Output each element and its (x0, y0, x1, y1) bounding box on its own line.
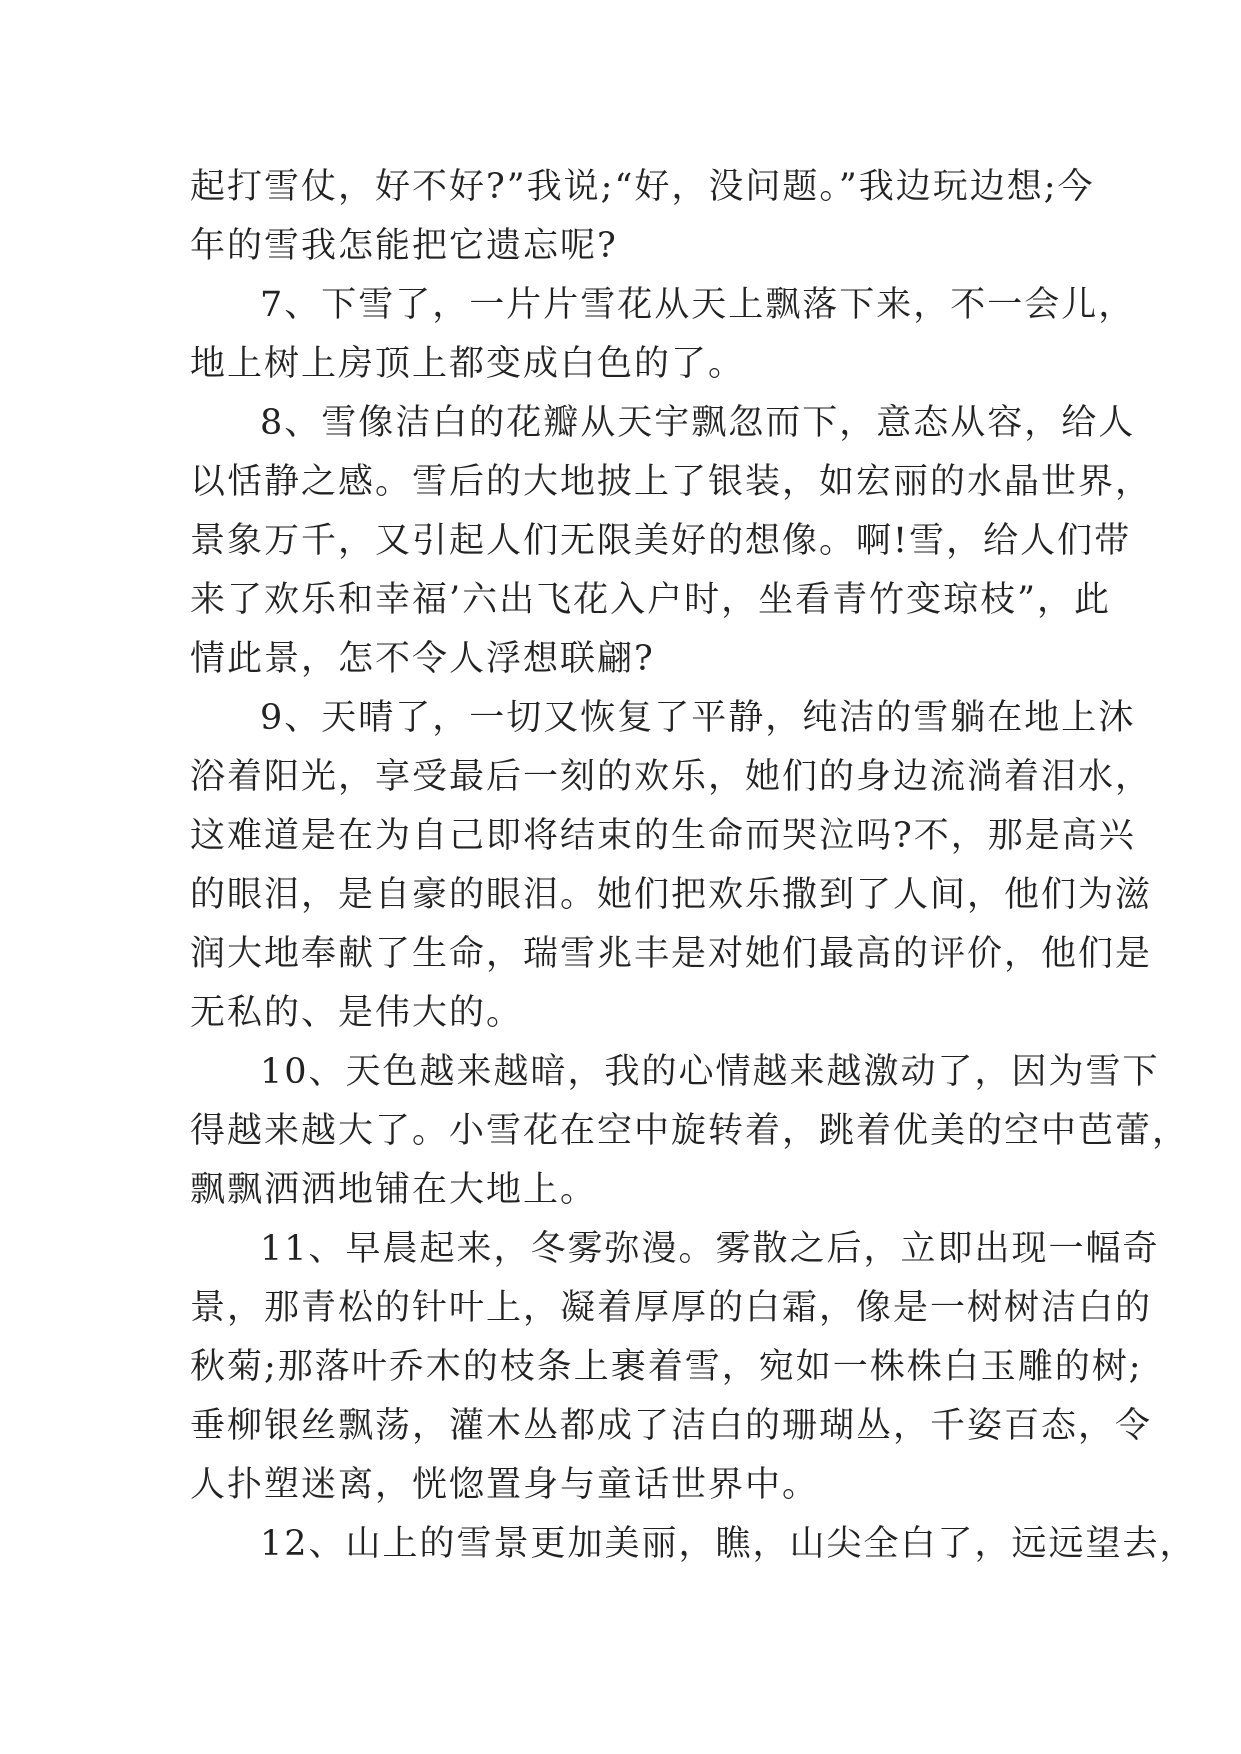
text-line: 飘飘洒洒地铺在大地上。 (190, 1170, 598, 1210)
text-line: 情此景，怎不令人浮想联翩? (190, 639, 655, 679)
text-line: 9、天晴了，一切又恢复了平静，纯洁的雪躺在地上沐 (260, 698, 1136, 738)
text-line: 景，那青松的针叶上，凝着厚厚的白霜，像是一树树洁白的 (190, 1288, 1153, 1328)
paragraph-p11 (190, 1220, 1160, 1515)
text-line: 11、早晨起来，冬雾弥漫。雾散之后，立即出现一幅奇 (260, 1229, 1160, 1269)
text-line: 12、山上的雪景更加美丽，瞧，山尖全白了，远远望去， (260, 1524, 1197, 1564)
text-line: 润大地奉献了生命，瑞雪兆丰是对她们最高的评价，他们是 (190, 934, 1153, 974)
paragraph-p6-cont (190, 158, 1095, 276)
text-line: 起打雪仗，好不好?”我说;“好，没问题。”我边玩边想;今 (190, 167, 1095, 207)
text-line: 景象万千，又引起人们无限美好的想像。啊!雪，给人们带 (190, 521, 1132, 561)
text-line: 这难道是在为自己即将结束的生命而哭泣吗?不，那是高兴 (190, 816, 1136, 856)
text-line: 的眼泪，是自豪的眼泪。她们把欢乐撒到了人间，他们为滋 (190, 875, 1153, 915)
text-line: 10、天色越来越暗，我的心情越来越激动了，因为雪下 (260, 1052, 1160, 1092)
text-line: 浴着阳光，享受最后一刻的欢乐，她们的身边流淌着泪水， (190, 757, 1153, 797)
text-line: 来了欢乐和幸福’六出飞花入户时，坐看青竹变琼枝”，此 (190, 580, 1112, 620)
text-line: 人扑塑迷离，恍惚置身与童话世界中。 (190, 1465, 820, 1505)
paragraph-p7 (190, 276, 1136, 394)
text-line: 地上树上房顶上都变成白色的了。 (190, 344, 746, 384)
text-line: 无私的、是伟大的。 (190, 993, 524, 1033)
text-line: 以恬静之感。雪后的大地披上了银装，如宏丽的水晶世界， (190, 462, 1153, 502)
paragraph-p10 (190, 1043, 1190, 1220)
text-line: 年的雪我怎能把它遗忘呢? (190, 226, 618, 266)
paragraph-p12 (190, 1515, 1197, 1574)
paragraph-p8 (190, 394, 1153, 689)
paragraph-p9 (190, 689, 1153, 1043)
text-line: 得越来越大了。小雪花在空中旋转着，跳着优美的空中芭蕾， (190, 1111, 1190, 1151)
document-body (190, 158, 1197, 1574)
text-line: 秋菊;那落叶乔木的枝条上裹着雪，宛如一株株白玉雕的树; (190, 1347, 1143, 1387)
text-line: 7、下雪了，一片片雪花从天上飘落下来，不一会儿， (260, 285, 1136, 325)
text-line: 垂柳银丝飘荡，灌木丛都成了洁白的珊瑚丛，千姿百态，令 (190, 1406, 1153, 1446)
text-line: 8、雪像洁白的花瓣从天宇飘忽而下，意态从容，给人 (260, 403, 1136, 443)
